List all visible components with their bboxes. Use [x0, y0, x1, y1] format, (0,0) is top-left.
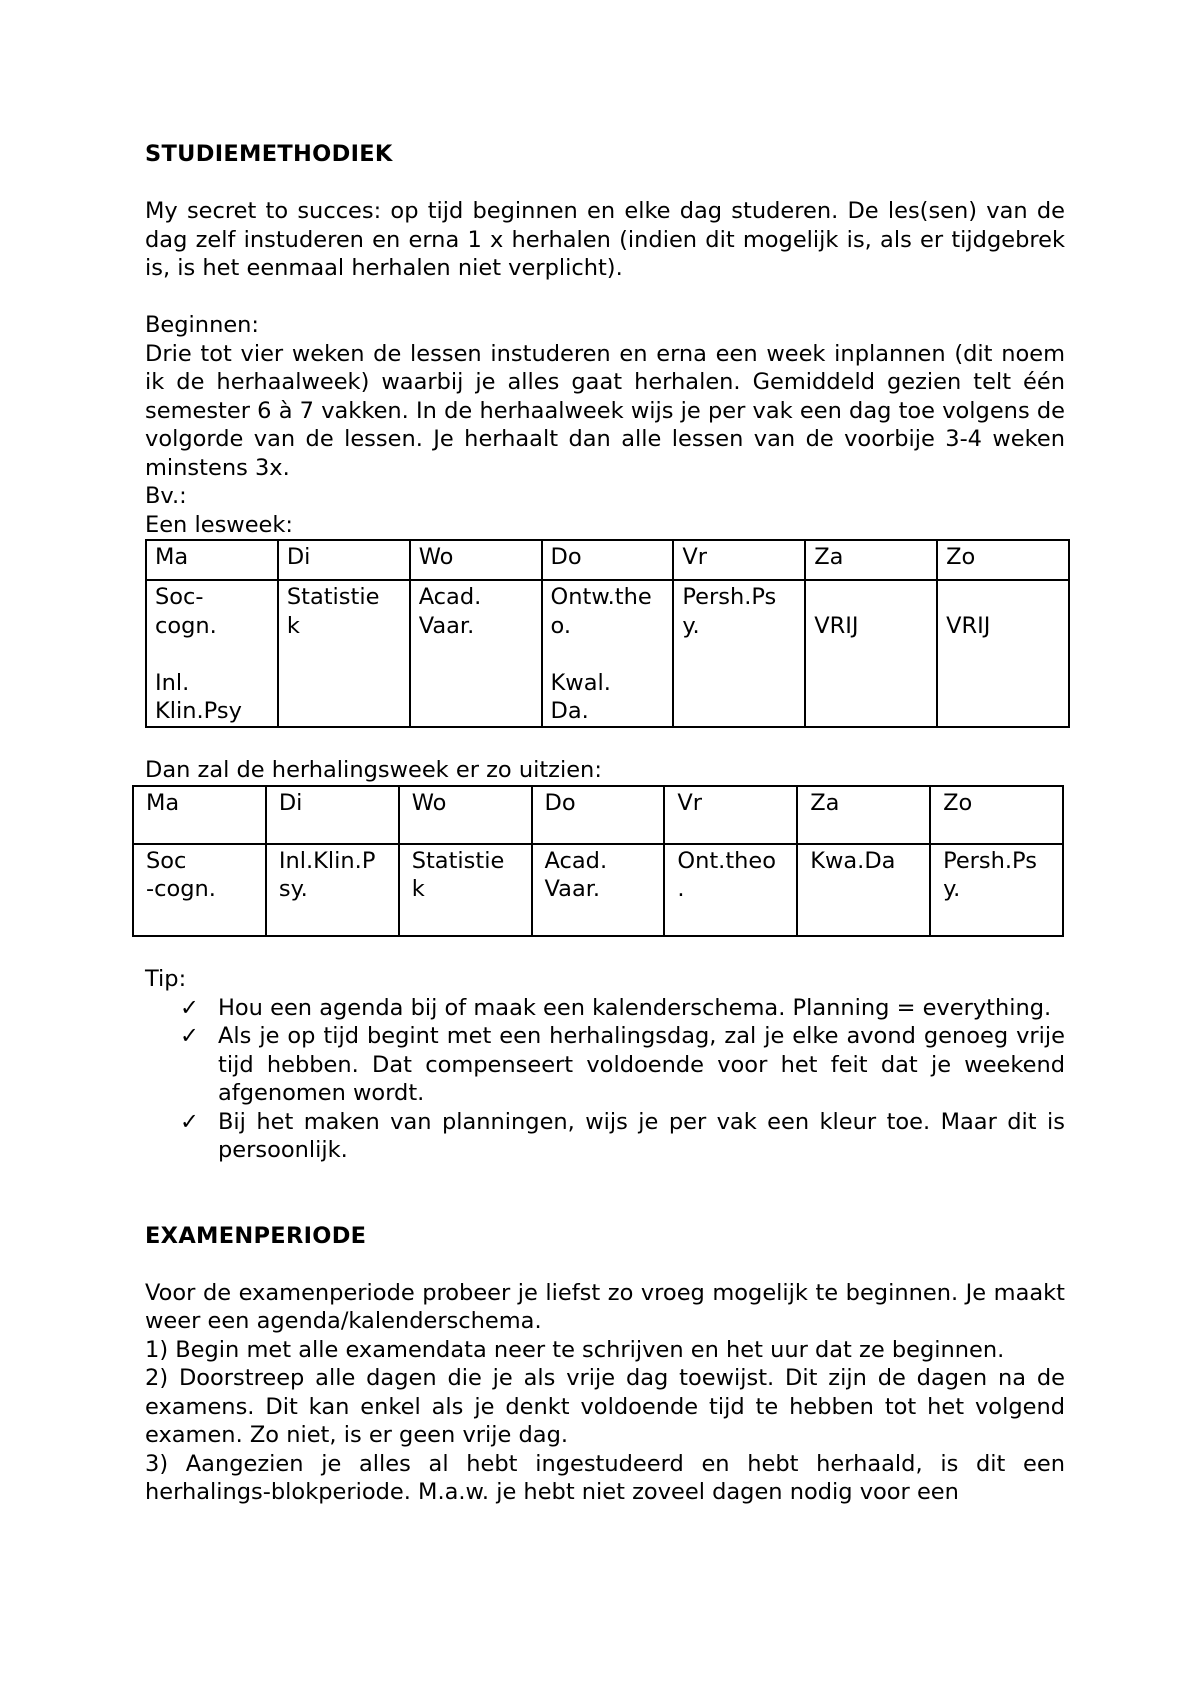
- exam-step: 2) Doorstreep alle dagen die je als vrije dag toewijst. Dit zijn de dagen na de examens. Dit kan enkel als je denkt voldoende tijd te hebben tot het volgend examen. Zo niet, is er geen vrije dag.: [145, 1365, 1065, 1448]
- table-header-cell: Ma: [133, 786, 266, 844]
- cell-line: Kwa.Da: [810, 847, 896, 874]
- cell-line: VRIJ: [946, 612, 991, 639]
- cell-line: y.: [682, 612, 700, 639]
- table-header-cell: Vr: [664, 786, 797, 844]
- cell-line: Kwal.: [550, 669, 611, 696]
- table-header-cell: Za: [805, 540, 937, 580]
- cell-line: k: [411, 876, 425, 902]
- cell-line: Soc: [146, 847, 187, 874]
- herhalingsweek-label: Dan zal de herhalingsweek er zo uitzien:: [145, 757, 602, 783]
- table-header-cell: Ma: [146, 540, 278, 580]
- table-header-cell: Do: [532, 786, 665, 844]
- cell-line: Acad.: [544, 847, 608, 874]
- table-header-cell: Zo: [930, 786, 1063, 844]
- cell-line: Statistie: [411, 847, 505, 874]
- table-header-cell: Wo: [410, 540, 542, 580]
- herhalingsweek-header-row: [133, 786, 1063, 844]
- exam-step: 3) Aangezien je alles al hebt ingestudeerd en hebt herhaald, is dit een herhalings-blokperiode. M.a.w. je hebt niet zoveel dagen nodig voor een: [145, 1450, 1065, 1505]
- table-header-cell: Zo: [937, 540, 1069, 580]
- table-cell: [146, 580, 278, 727]
- cell-line: Inl.Klin.P: [278, 847, 376, 874]
- table-cell: [673, 580, 805, 727]
- cell-line: -cogn.: [146, 876, 216, 902]
- table-header-cell: Di: [266, 786, 399, 844]
- table-cell: [542, 580, 674, 727]
- beginnen-paragraph: Drie tot vier weken de lessen instuderen en erna een week inplannen (dit noem ik de herhaalweek) waarbij je alles gaat herhalen. Gemiddeld gezien telt één semester 6 à 7 vakken. In de herhaalweek wijs je per vak een dag toe volgens de volgorde van de lessen. Je herhaalt dan alle lessen van de voorbije 3-4 weken minstens 3x.: [145, 340, 1065, 481]
- cell-line: k: [286, 612, 300, 639]
- list-item: [180, 1108, 1065, 1165]
- table-cell: [797, 844, 930, 936]
- document-page: [145, 140, 1065, 1507]
- cell-line: [946, 583, 1060, 612]
- table-cell: [532, 844, 665, 936]
- cell-line: .: [677, 876, 685, 902]
- table-cell: [410, 580, 542, 727]
- table-cell: [133, 844, 266, 936]
- table-cell: [930, 844, 1063, 936]
- table-cell: [937, 580, 1069, 727]
- table-cell: [399, 844, 532, 936]
- tip-text: Hou een agenda bij of maak een kalenderschema. Planning = everything.: [218, 994, 1052, 1021]
- cell-line: [551, 640, 665, 669]
- herhalingsweek-table: [132, 785, 1064, 937]
- bv-label: Bv.:: [145, 483, 187, 509]
- table-cell: [805, 580, 937, 727]
- beginnen-label: Beginnen:: [145, 312, 260, 338]
- table-cell: [278, 580, 410, 727]
- herhalingsweek-body-row: [133, 844, 1063, 936]
- lesweek-table: [145, 539, 1070, 728]
- cell-line: Vaar.: [544, 876, 601, 902]
- table-header-cell: Vr: [673, 540, 805, 580]
- cell-line: [814, 583, 928, 612]
- table-header-cell: Do: [542, 540, 674, 580]
- lesweek-body-row: [146, 580, 1069, 727]
- exam-intro-paragraph: Voor de examenperiode probeer je liefst zo vroeg mogelijk te beginnen. Je maakt weer een agenda/kalenderschema.: [145, 1279, 1065, 1334]
- cell-line: [155, 640, 269, 669]
- cell-line: Ont.theo: [677, 847, 777, 874]
- cell-line: Soc-: [155, 584, 204, 610]
- cell-line: cogn.: [155, 612, 217, 639]
- cell-line: Acad.: [418, 584, 482, 610]
- cell-line: VRIJ: [814, 612, 859, 639]
- checkmark-icon: ✓: [180, 1023, 199, 1049]
- tip-text: Bij het maken van planningen, wijs je per vak een kleur toe. Maar dit is persoonlijk.: [218, 1108, 1065, 1163]
- cell-line: Statistie: [286, 584, 380, 610]
- cell-line: Inl.: [155, 669, 190, 696]
- cell-line: y.: [943, 876, 961, 902]
- lesweek-header-row: [146, 540, 1069, 580]
- intro-paragraph: My secret to succes: op tijd beginnen en elke dag studeren. De les(sen) van de dag zelf instuderen en erna 1 x herhalen (indien dit mogelijk is, als er tijdgebrek is, is het eenmaal herhalen niet verplicht).: [145, 198, 1065, 281]
- table-header-cell: Di: [278, 540, 410, 580]
- cell-line: Da.: [550, 698, 589, 724]
- title-heading: STUDIEMETHODIEK: [145, 141, 393, 167]
- cell-line: Ontw.the: [550, 584, 652, 610]
- cell-line: Klin.Psy: [155, 698, 242, 724]
- table-cell: [266, 844, 399, 936]
- exam-heading: EXAMENPERIODE: [145, 1222, 367, 1249]
- tips-list: [145, 994, 1065, 1165]
- table-cell: [664, 844, 797, 936]
- lesweek-label: Een lesweek:: [145, 511, 293, 538]
- table-header-cell: Wo: [399, 786, 532, 844]
- cell-line: Persh.Ps: [943, 847, 1037, 874]
- cell-line: Persh.Ps: [682, 584, 777, 610]
- list-item: [180, 1022, 1065, 1108]
- checkmark-icon: ✓: [180, 1108, 199, 1135]
- list-item: [180, 994, 1065, 1023]
- tip-text: Als je op tijd begint met een herhalingsdag, zal je elke avond genoeg vrije tijd hebben. Dat compenseert voldoende voor het feit dat je weekend afgenomen wordt.: [218, 1023, 1065, 1106]
- exam-step: 1) Begin met alle examendata neer te schrijven en het uur dat ze beginnen.: [145, 1336, 1005, 1363]
- cell-line: o.: [550, 612, 572, 639]
- checkmark-icon: ✓: [180, 994, 199, 1021]
- table-header-cell: Za: [797, 786, 930, 844]
- cell-line: Vaar.: [418, 612, 475, 639]
- tip-label: Tip:: [145, 966, 187, 992]
- cell-line: sy.: [278, 876, 308, 902]
